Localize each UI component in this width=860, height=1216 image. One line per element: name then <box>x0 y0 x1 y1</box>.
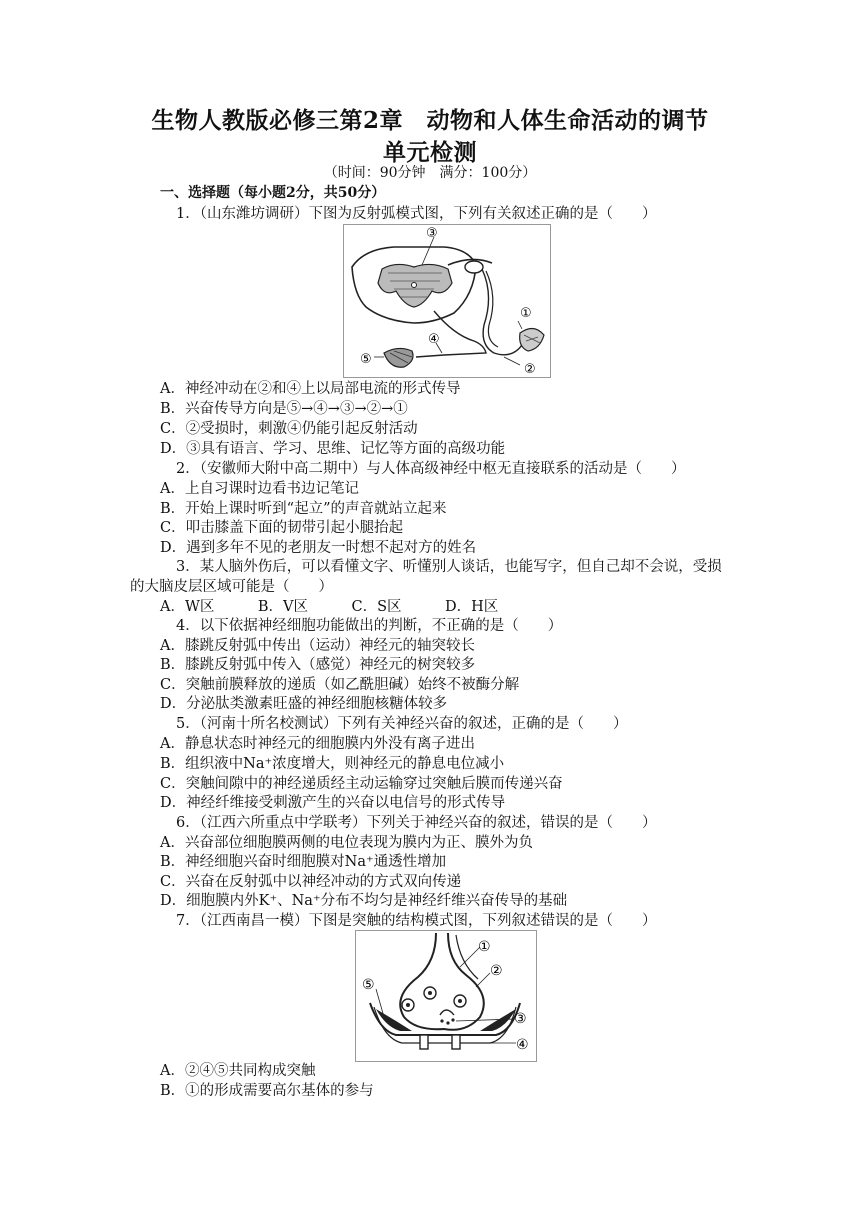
figure-label-5: ⑤ <box>360 352 372 367</box>
question-7-stem: 7．（江西南昌一模）下图是突触的结构模式图，下列叙述错误的是（ ） <box>176 913 657 929</box>
figure-label-4: ④ <box>428 332 440 347</box>
question-3-stem: 3．某人脑外伤后，可以看懂文字、听懂别人谈话，也能写字，但自己却不会说，受损 <box>176 559 722 575</box>
synapse-label-4: ④ <box>516 1037 529 1053</box>
q5-option-a: A．静息状态时神经元的细胞膜内外没有离子进出 <box>160 736 475 752</box>
question-1-stem: 1．（山东潍坊调研）下图为反射弧模式图，下列有关叙述正确的是（ ） <box>176 206 657 222</box>
q4-option-b: B．膝跳反射弧中传入（感觉）神经元的树突较多 <box>160 657 476 673</box>
q1-option-c: C．②受损时，刺激④仍能引起反射活动 <box>160 421 418 437</box>
q6-option-c: C．兴奋在反射弧中以神经冲动的方式双向传递 <box>160 874 462 890</box>
synapse-label-3: ③ <box>514 1011 527 1027</box>
q5-option-b: B．组织液中Na⁺浓度增大，则神经元的静息电位减小 <box>160 756 505 772</box>
q1-option-d: D．③具有语言、学习、思维、记忆等方面的高级功能 <box>160 441 506 457</box>
q1-option-a: A．神经冲动在②和④上以局部电流的形式传导 <box>160 381 461 397</box>
q7-option-a: A．②④⑤共同构成突触 <box>160 1063 316 1079</box>
question-3-stem-cont: 的大脑皮层区域可能是（ ） <box>130 579 333 595</box>
q4-option-d: D．分泌肽类激素旺盛的神经细胞核糖体较多 <box>160 696 448 712</box>
reflex-arc-figure <box>343 224 551 378</box>
q6-option-a: A．兴奋部位细胞膜两侧的电位表现为膜内为正、膜外为负 <box>160 835 533 851</box>
q6-option-b: B．神经细胞兴奋时细胞膜对Na⁺通透性增加 <box>160 854 447 870</box>
title-line-1: 生物人教版必修三第2章 动物和人体生命活动的调节 <box>151 107 709 134</box>
document-title <box>0 105 860 169</box>
synapse-figure <box>355 930 537 1062</box>
q2-option-b: B．开始上课时听到“起立”的声音就站立起来 <box>160 501 447 517</box>
question-4-stem: 4．以下依据神经细胞功能做出的判断，不正确的是（ ） <box>176 618 563 634</box>
q3-options: A．W区 B．V区 C．S区 D．H区 <box>160 599 499 615</box>
q4-option-c: C．突触前膜释放的递质（如乙酰胆碱）始终不被酶分解 <box>160 677 520 693</box>
question-2-stem: 2．（安徽师大附中高二期中）与人体高级神经中枢无直接联系的活动是（ ） <box>176 461 686 477</box>
q5-option-d: D．神经纤维接受刺激产生的兴奋以电信号的形式传导 <box>160 795 506 811</box>
reflex-arc-diagram <box>344 225 550 377</box>
figure-label-2: ② <box>524 362 536 377</box>
synapse-label-5: ⑤ <box>362 977 375 993</box>
synapse-diagram <box>356 931 536 1061</box>
figure-label-3: ③ <box>426 226 438 241</box>
q2-option-d: D．遇到多年不见的老朋友一时想不起对方的姓名 <box>160 540 477 556</box>
q1-option-b: B．兴奋传导方向是⑤→④→③→②→① <box>160 401 408 417</box>
synapse-label-2: ② <box>490 963 503 979</box>
q2-option-c: C．叩击膝盖下面的韧带引起小腿抬起 <box>160 520 404 536</box>
q5-option-c: C．突触间隙中的神经递质经主动运输穿过突触后膜而传递兴奋 <box>160 776 563 792</box>
question-6-stem: 6．（江西六所重点中学联考）下列关于神经兴奋的叙述，错误的是（ ） <box>176 815 657 831</box>
exam-meta: （时间：90分钟 满分：100分） <box>323 165 537 181</box>
section-heading: 一、选择题（每小题2分，共50分） <box>160 185 386 201</box>
synapse-label-1: ① <box>478 939 491 955</box>
q6-option-d: D．细胞膜内外K⁺、Na⁺分布不均匀是神经纤维兴奋传导的基础 <box>160 893 568 909</box>
q4-option-a: A．膝跳反射弧中传出（运动）神经元的轴突较长 <box>160 638 475 654</box>
q7-option-b: B．①的形成需要高尔基体的参与 <box>160 1083 374 1099</box>
title-line-2: 单元检测 <box>383 139 477 166</box>
question-5-stem: 5．（河南十所名校测试）下列有关神经兴奋的叙述，正确的是（ ） <box>176 716 628 732</box>
q2-option-a: A．上自习课时边看书边记笔记 <box>160 481 359 497</box>
figure-label-1: ① <box>520 306 532 321</box>
